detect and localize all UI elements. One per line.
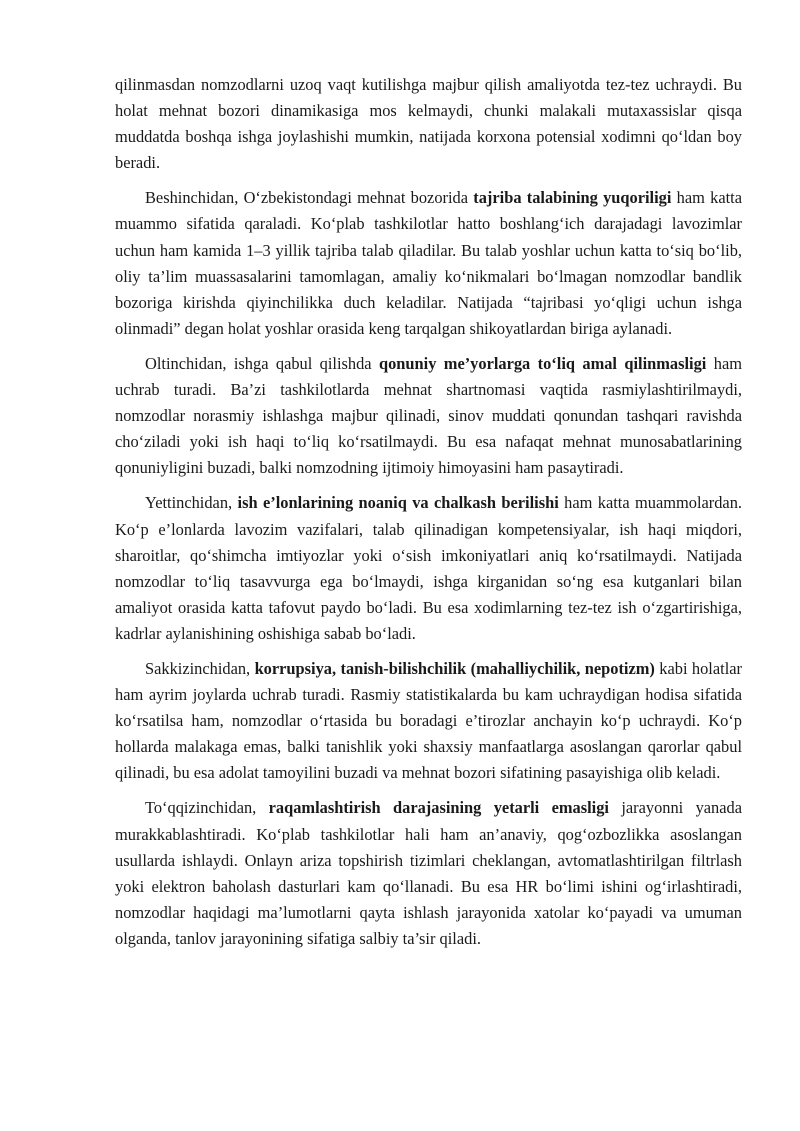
paragraph-text: Beshinchidan, O‘zbekistondagi mehnat bozorida (145, 188, 474, 208)
paragraph-seventh-point (115, 490, 742, 647)
paragraph-text: kabi holatlar ham ayrim joylarda uchrab turadi. Rasmiy statistikalarda bu kam uchraydigan hodisa sifatida ko‘rsatilsa ham, nomzodlar o‘rtasida bu boradagi e’tirozlar anchayin ko‘p uchraydi. Ko‘p hollarda malakaga emas, balki tanishlik yoki shaxsiy manfaatlarga asoslangan qarorlar qabul qilinadi, bu esa adolat tamoyilini buzadi va mehnat bozori sifatining pasayishiga olib keladi. (115, 658, 742, 783)
paragraph-text: ham katta muammolardan. Ko‘p e’lonlarda lavozim vazifalari, talab qilinadigan kompetensiyalar, ish haqi miqdori, sharoitlar, qo‘shimcha imtiyozlar yoki o‘sish imkoniyatlari aniq ko‘rsatilmaydi. Natijada nomzodlar to‘liq tasavvurga ega bo‘lmaydi, ishga kirganidan so‘ng esa kutganlari bilan amaliyot orasida katta tafovut paydo bo‘ladi. Bu esa xodimlarning tez-tez ish o‘zgartirishiga, kadrlar aylanishining oshishiga sabab bo‘ladi. (115, 493, 742, 643)
paragraph-text: jarayonni yanada murakkablashtiradi. Ko‘plab tashkilotlar hali ham an’anaviy, qog‘ozbozlikka asoslangan usullarda ishlaydi. Onlayn ariza topshirish tizimlari cheklangan, avtomatlashtirilgan filtrlash yoki elektron baholash dasturlari kam qo‘llanadi. Bu esa HR bo‘limi ishini og‘irlashtiradi, nomzodlar haqidagi ma’lumotlarni qayta ishlash jarayonida xatolar ko‘payadi va umuman olganda, tanlov jarayonining sifatiga salbiy ta’sir qiladi. (115, 798, 742, 948)
bold-term: raqamlashtirish darajasining yetarli emasligi (268, 798, 609, 818)
paragraph-text: qilinmasdan nomzodlarni uzoq vaqt kutilishga majbur qilish amaliyotda tez-tez uchraydi. Bu holat mehnat bozori dinamikasiga mos kelmaydi, chunki malakali mutaxassislar qisqa muddatda boshqa ishga joylashishi mumkin, natijada korxona potensial xodimni qo‘ldan boy beradi. (115, 75, 742, 173)
paragraph-fifth-point (115, 185, 742, 342)
paragraph-sixth-point (115, 351, 742, 481)
bold-term: korrupsiya, tanish-bilishchilik (mahalliychilik, nepotizm) (254, 658, 655, 678)
paragraph-text: Oltinchidan, ishga qabul qilishda (145, 353, 379, 373)
bold-term: qonuniy me’yorlarga to‘liq amal qilinmasligi (378, 353, 707, 373)
document-page (115, 72, 742, 961)
paragraph-text: ham katta muammo sifatida qaraladi. Ko‘plab tashkilotlar hatto boshlang‘ich darajadagi lavozimlar uchun ham kamida 1–3 yillik tajriba talab qiladilar. Bu talab yoshlar uchun katta to‘siq bo‘lib, oliy ta’lim muassasalarini tamomlagan, amaliy ko‘nikmalari bo‘lmagan nomzodlar bandlik bozoriga kirishda qiyinchilikka duch keladilar. Natijada “tajribasi yo‘qligi uchun ishga olinmadi” degan holat yoshlar orasida keng tarqalgan shikoyatlardan biriga aylanadi. (115, 188, 742, 338)
paragraph-text: Yettinchidan, (145, 493, 238, 513)
bold-term: ish e’lonlarining noaniq va chalkash berilishi (237, 493, 559, 513)
paragraph-continuation (115, 72, 742, 176)
paragraph-eighth-point (115, 656, 742, 786)
paragraph-text: Sakkizinchidan, (145, 658, 255, 678)
paragraph-text: To‘qqizinchidan, (145, 798, 269, 818)
bold-term: tajriba talabining yuqoriligi (473, 188, 672, 208)
paragraph-text: ham uchrab turadi. Ba’zi tashkilotlarda mehnat shartnomasi vaqtida rasmiylashtirilmaydi, nomzodlar norasmiy ishlashga majbur qilinadi, sinov muddati qonundan tashqari ravishda cho‘ziladi yoki ish haqi to‘liq ko‘rsatilmaydi. Bu esa nafaqat mehnat munosabatlarining qonuniyligini buzadi, balki nomzodning ijtimoiy himoyasini ham pasaytiradi. (115, 353, 742, 478)
paragraph-ninth-point (115, 795, 742, 952)
